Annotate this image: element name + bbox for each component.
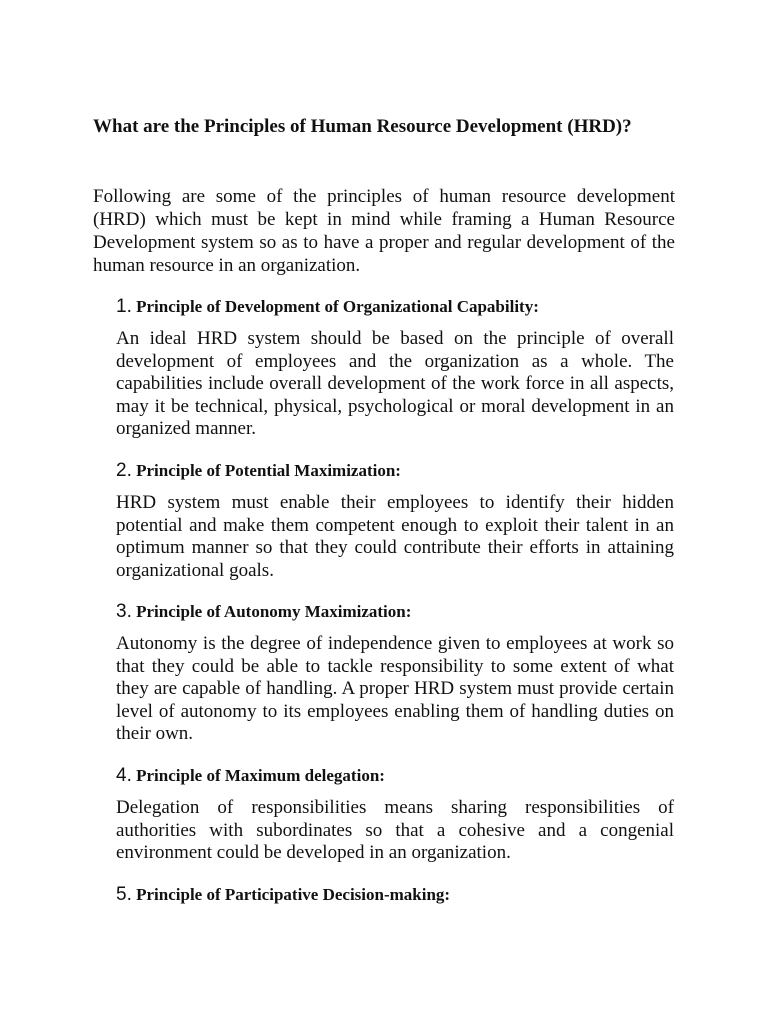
section-heading-text: Principle of Potential Maximization: bbox=[136, 461, 401, 480]
section-paragraph: An ideal HRD system should be based on the principle of overall development of employees and the organization as a whole. The capabilities include overall development of the work force in all aspects, may it be technical, physical, psychological or moral development in an organized manner. bbox=[116, 328, 674, 440]
document-title: What are the Principles of Human Resource Development (HRD)? bbox=[93, 116, 632, 137]
section-number: 4. bbox=[116, 765, 132, 786]
section-heading-text: Principle of Participative Decision-making: bbox=[136, 885, 451, 904]
section-4 bbox=[116, 765, 674, 865]
section-heading bbox=[116, 296, 674, 318]
section-number: 5. bbox=[116, 884, 132, 905]
section-paragraph: Delegation of responsibilities means sharing responsibilities of authorities with subordinates so that a cohesive and a congenial environment could be developed in an organization. bbox=[116, 797, 674, 864]
section-heading bbox=[116, 460, 674, 482]
section-number: 2. bbox=[116, 460, 132, 481]
section-paragraph: Autonomy is the degree of independence given to employees at work so that they could be able to tackle responsibility to some extent of what they are capable of handling. A proper HRD system must provide certain level of autonomy to its employees enabling them of handling duties on their own. bbox=[116, 633, 674, 745]
intro-paragraph: Following are some of the principles of human resource development (HRD) which must be kept in mind while framing a Human Resource Development system so as to have a proper and regular development of the human resource in an organization. bbox=[93, 186, 675, 276]
section-heading-text: Principle of Maximum delegation: bbox=[136, 766, 385, 785]
section-heading bbox=[116, 884, 674, 906]
section-3 bbox=[116, 601, 674, 746]
section-5 bbox=[116, 884, 674, 906]
section-paragraph: HRD system must enable their employees to identify their hidden potential and make them competent enough to exploit their talent in an optimum manner so that they could contribute their efforts in attaining organizational goals. bbox=[116, 492, 674, 581]
section-heading bbox=[116, 601, 674, 623]
section-heading-text: Principle of Development of Organizational Capability: bbox=[136, 297, 539, 316]
section-number: 1. bbox=[116, 296, 132, 317]
section-heading-text: Principle of Autonomy Maximization: bbox=[136, 602, 412, 621]
section-heading bbox=[116, 765, 674, 787]
section-2 bbox=[116, 460, 674, 582]
section-1 bbox=[116, 296, 674, 441]
section-number: 3. bbox=[116, 601, 132, 622]
